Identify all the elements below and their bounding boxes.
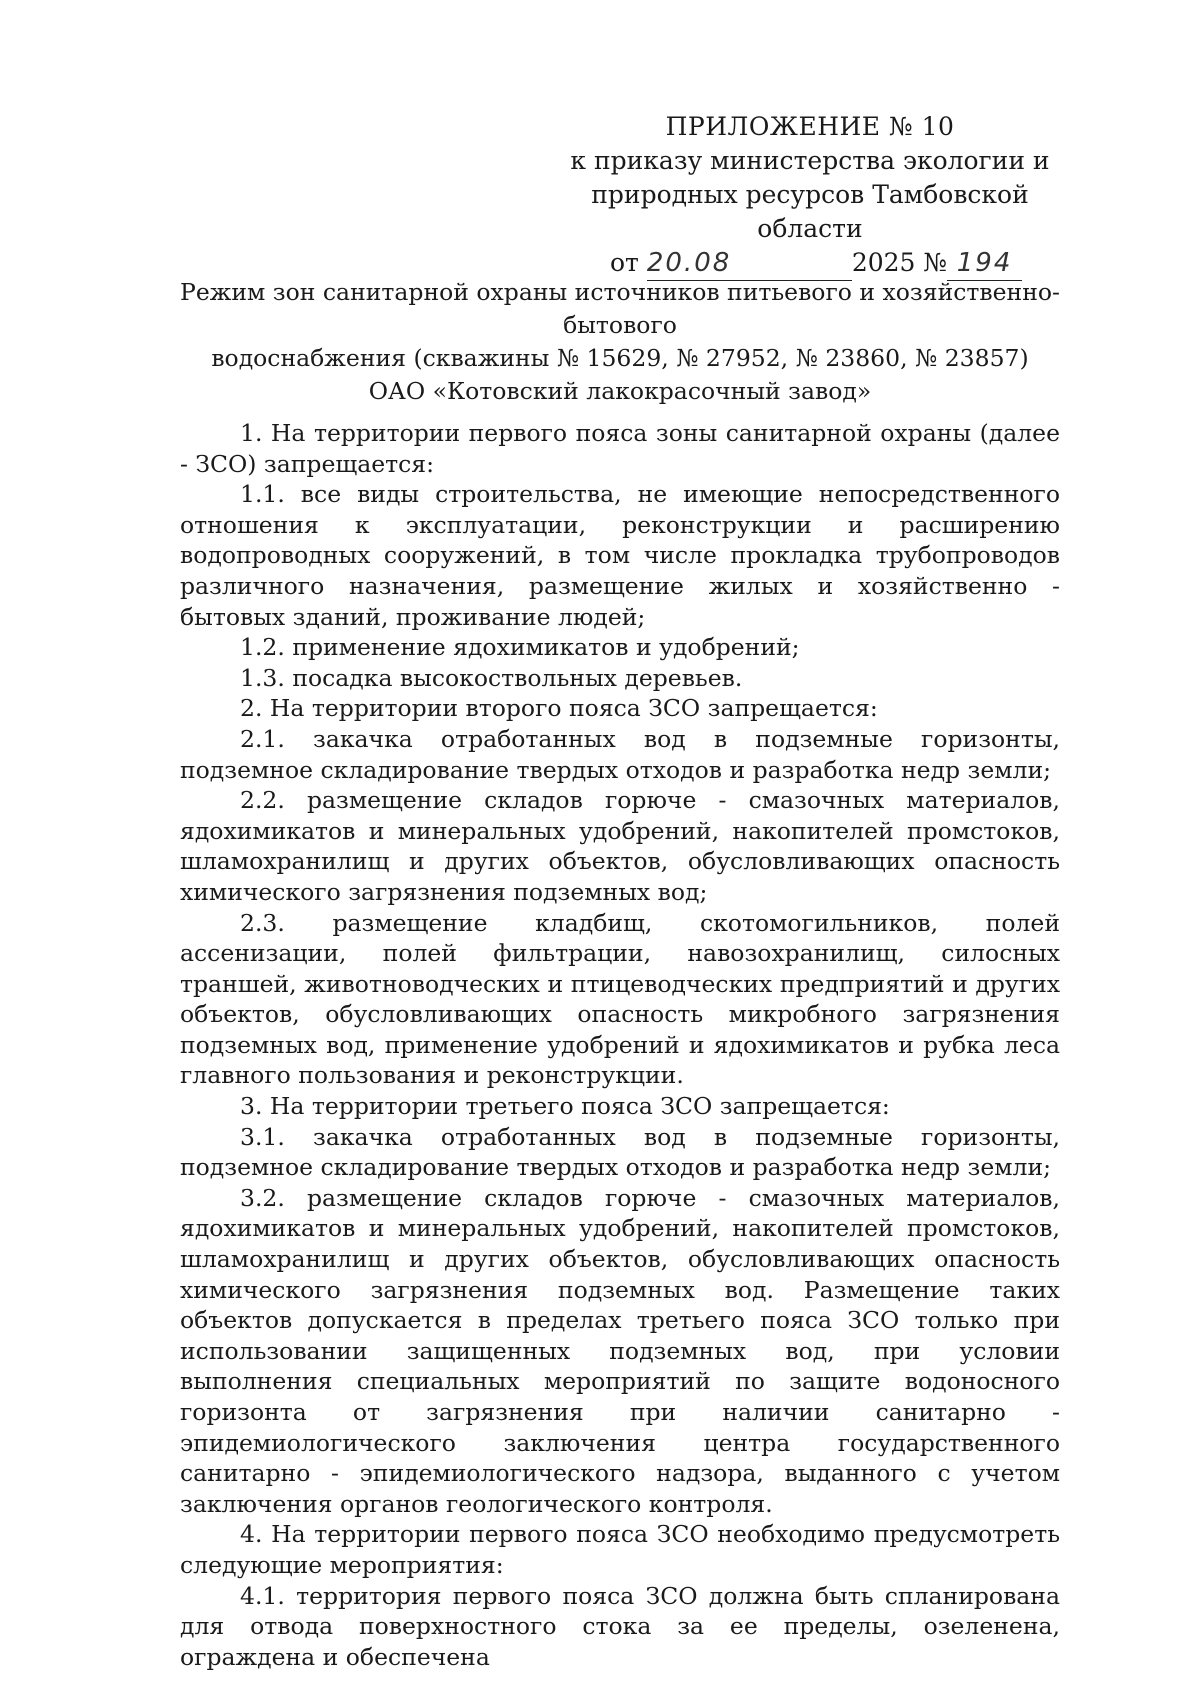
paragraph-4-1: 4.1. территория первого пояса ЗСО должна быть спланирована для отвода поверхностного стока за ее пределы, озеленена, ограждена и обеспечена: [180, 1581, 1060, 1671]
document-body: [180, 418, 1060, 1672]
title-line-1: Режим зон санитарной охраны источников питьевого и хозяйственно-бытового: [180, 278, 1060, 339]
paragraph-4: 4. На территории первого пояса ЗСО необходимо предусмотреть следующие мероприятия:: [180, 1520, 1060, 1579]
year-and-number-label: 2025 №: [851, 248, 948, 277]
paragraph-1-1: 1.1. все виды строительства, не имеющие непосредственного отношения к эксплуатации, реконструкции и расширению водопроводных сооружений, в том числе прокладка трубопроводов различного назначения, размещение жилых и хозяйственно - бытовых зданий, проживание людей;: [180, 480, 1060, 631]
paragraph-1: 1. На территории первого пояса зоны санитарной охраны (далее - ЗСО) запрещается:: [180, 419, 1060, 478]
title-line-3: ОАО «Котовский лакокрасочный завод»: [368, 377, 872, 405]
appendix-number: ПРИЛОЖЕНИЕ № 10: [665, 112, 955, 141]
paragraph-1-3: 1.3. посадка высокоствольных деревьев.: [240, 663, 743, 692]
appendix-ministry-line: природных ресурсов Тамбовской области: [591, 180, 1029, 243]
paragraph-1-2: 1.2. применение ядохимикатов и удобрений;: [240, 633, 800, 662]
paragraph-2: 2. На территории второго пояса ЗСО запрещается:: [240, 694, 878, 723]
paragraph-3-1: 3.1. закачка отработанных вод в подземные горизонты, подземное складирование твердых отходов и разработка недр земли;: [180, 1122, 1060, 1182]
handwritten-order-number: 194: [947, 246, 1022, 281]
appendix-order-line: к приказу министерства экологии и: [570, 146, 1050, 175]
paragraph-2-3: 2.3. размещение кладбищ, скотомогильников, полей ассенизации, полей фильтрации, навозохранилищ, силосных траншей, животноводческих и птицеводческих предприятий и других объектов, обусловливающих опасность микробного загрязнения подземных вод, применение удобрений и ядохимикатов и рубка леса главного пользования и реконструкции.: [180, 908, 1060, 1090]
paragraph-2-2: 2.2. размещение складов горюче - смазочных материалов, ядохимикатов и минеральных удобрений, накопителей промстоков, шламохранилищ и других объектов, обусловливающих опасность химического загрязнения подземных вод;: [180, 786, 1060, 906]
appendix-header: [560, 110, 1060, 281]
document-title: [180, 276, 1060, 408]
date-prefix: от: [610, 248, 639, 277]
paragraph-3: 3. На территории третьего пояса ЗСО запрещается:: [240, 1092, 890, 1121]
paragraph-2-1: 2.1. закачка отработанных вод в подземные горизонты, подземное складирование твердых отходов и разработка недр земли;: [180, 724, 1060, 784]
title-line-2: водоснабжения (скважины № 15629, № 27952, № 23860, № 23857): [211, 344, 1029, 372]
handwritten-date: 20.08: [647, 246, 852, 281]
paragraph-3-2: 3.2. размещение складов горюче - смазочных материалов, ядохимикатов и минеральных удобрений, накопителей промстоков, шламохранилищ и других объектов, обусловливающих опасность химического загрязнения подземных вод. Размещение таких объектов допускается в пределах третьего пояса ЗСО только при использовании защищенных подземных вод, при условии выполнения специальных мероприятий по защите водоносного горизонта от загрязнения при наличии санитарно - эпидемиологического заключения центра государственного санитарно - эпидемиологического надзора, выданного с учетом заключения органов геологического контроля.: [180, 1183, 1060, 1518]
